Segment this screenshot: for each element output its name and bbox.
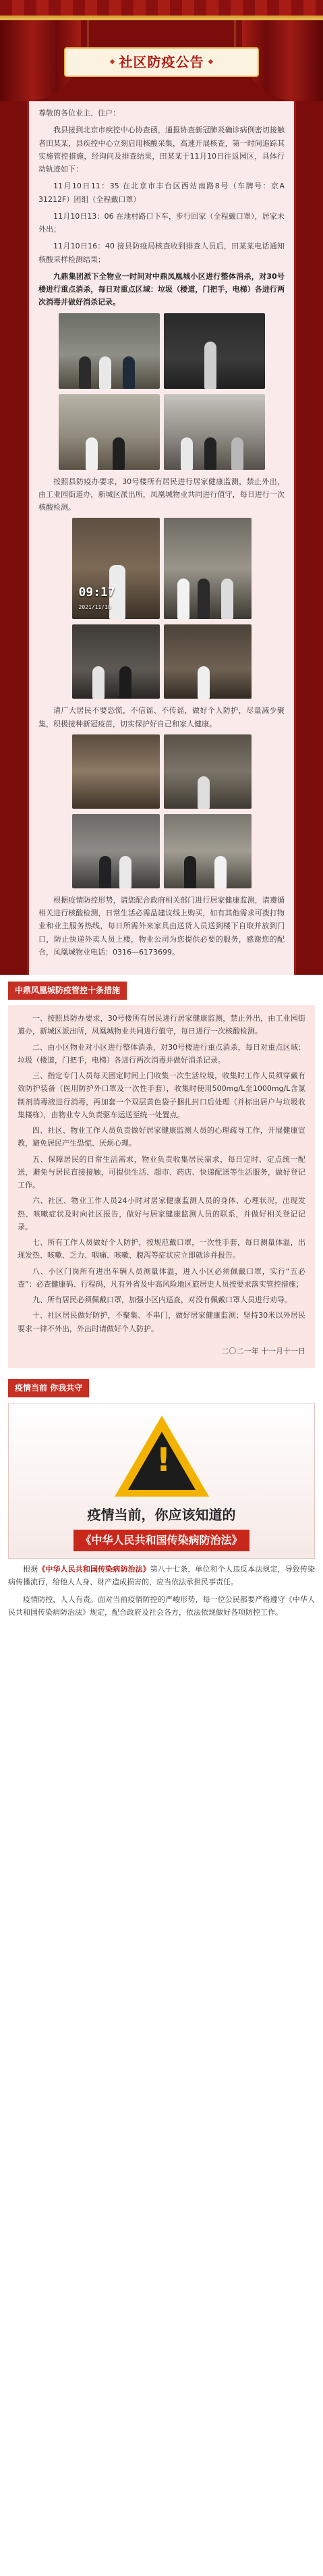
section-title: 疫情当前 你我共守 [8, 1379, 89, 1397]
diamond-icon: ◆ [109, 58, 115, 66]
notice-paragraph: 根据疫情防控形势，请您配合政府相关部门进行居家健康监测，请遵循相关进行核酸检测，日常生活必需品建议线上购买，如有其他需求可拨打物业和业主服务热线，每日所需外来家具由送货人员送到楼下自取并放到门口，防止快递外卖人员上楼，物业公司为您提供必要的服务，感谢您的配合，凤凰城物业电话：0316—6173699。 [38, 895, 285, 957]
photo-row [38, 394, 285, 470]
notice-paragraph: 我县接到北京市疾控中心协查函，通报协查新冠肺炎确诊病例密切接触者田某某，县疾控中心立刻启用核酸采集，高速开展核查，第一时间追踪其实施管控措施，经询问及排查结果，田某某于11月10日往返园区，具体行动轨迹如下： [38, 126, 285, 173]
notice-paragraph-highlight: 九鼎集团派下全物业一时间对中鼎凤凰城小区进行整体消杀，对30号楼进行重点消杀，每日对重点区域：垃圾（楼道，门把手，电梯）各进行两次消毒并做好消杀记录。 [38, 271, 285, 307]
measures-list [8, 1005, 315, 1368]
law-banner-headline: 疫情当前，你应该知道的 [87, 1507, 236, 1523]
disinfection-photo [164, 814, 252, 888]
measure-item: 六、社区、物业工作人员24小时对居家健康监测人员的身体、心理状况，出现发热、咳嗽症状及时向社区报告，做好与居家健康监测人员的联系，并做好相关登记记录。 [18, 1196, 305, 1231]
disinfection-photo [164, 624, 252, 699]
photo-row [38, 624, 285, 699]
measure-item: 九、所有居民必须佩戴口罩，加强小区内巡查，对没有佩戴口罩人员进行劝导。 [32, 1295, 292, 1304]
curtain-pole [0, 18, 323, 20]
disinfection-photo [72, 814, 160, 888]
disinfection-photo [164, 518, 252, 619]
notice-date: 二〇二一年 十一月十一日 [221, 1346, 305, 1356]
photo-row [38, 518, 285, 619]
law-name: 《中华人民共和国传染病防治法》 [38, 1565, 150, 1574]
notice-paragraph: 请广大居民不要恐慌，不信谣、不传谣，做好个人防护，尽量减少聚集，积极接种新冠疫苗，切实保护好自己和家人健康。 [38, 706, 285, 728]
notice-paragraph: 按照县防疫办要求，30号楼所有居民进行居家健康监测，禁止外出，由工业园街道办，新城区派出所，凤凰城物业共同进行值守，每日进行一次核酸检测。 [38, 477, 285, 512]
curtain-valance [0, 0, 323, 18]
diamond-icon: ◆ [208, 58, 214, 66]
warning-icon: ! [115, 1416, 209, 1497]
notice-paragraph: 11月10日11：35 在北京市丰台区西站南路8号（车牌号：京A 31212F）团组（全程戴口罩） [38, 182, 285, 204]
notice-paragraph: 11月10日16：40 接县防疫局核查收到排查人员后，田某某电话通知核酸采样检测结果； [38, 242, 285, 264]
measure-item: 一、按照县防办要求，30号楼所有居民进行居家健康监测，禁止外出，由工业园街道办，新城区派出所，凤凰城物业共同进行值守，每日进行一次核酸检测。 [18, 1014, 305, 1036]
photo-row [38, 814, 285, 888]
section-title: 中鼎凤凰城防疫管控十条措施 [8, 982, 127, 1000]
disinfection-photo [164, 734, 252, 809]
measure-item: 二、由小区物业对小区进行整体消杀，对30号楼进行重点消杀，每日对重点区域：垃圾（楼道，门把手，电梯）各进行两次消毒并做好消杀记录。 [18, 1042, 305, 1065]
disinfection-photo [164, 394, 265, 470]
law-paragraph: 根据《中华人民共和国传染病防治法》第八十七条，单位和个人违反本法规定，导致传染病传播流行，给他人人身、财产造成损害的，应当依法承担民事责任。 [8, 1565, 316, 1587]
law-banner [8, 1403, 315, 1559]
greeting: 尊敬的各位业主、住户： [38, 109, 120, 117]
disinfection-photo [164, 313, 265, 389]
notice-frame [0, 101, 323, 975]
law-banner-law-name: 《中华人民共和国传染病防治法》 [74, 1530, 249, 1551]
notice-paragraph: 11月10日13：06 在地村路口下车，步行回家（全程戴口罩），居家未外出； [38, 211, 285, 234]
law-section [0, 1372, 323, 1632]
law-paragraph: 疫情防控，人人有责。面对当前疫情防控的严峻形势，每一位公民都要严格遵守《中华人民共和国传染病防治法》规定，配合政府及社会各方，依法依规做好各项防控工作。 [8, 1594, 315, 1617]
photo-row [38, 313, 285, 389]
disinfection-video-frame [72, 518, 160, 619]
title-plaque [64, 47, 259, 77]
page-title: 社区防疫公告 [119, 53, 204, 70]
measure-item: 七、所有工作人员做好个人防护，按规范戴口罩，一次性手套，每日测量体温，出现发热、咳嗽、乏力、咽痛、咳嗽、腹泻等症状应立即就诊并报告。 [18, 1238, 305, 1260]
notice-body [27, 101, 296, 975]
disinfection-photo [72, 624, 160, 699]
law-text [8, 1563, 315, 1619]
disinfection-photo [59, 313, 160, 389]
measure-item: 三、指定专门人员每天固定时间上门收集一次生活垃圾，收集时工作人员须穿戴有效防护装备（医用防护外口罩及一次性手套），收集时使用500mg/L至1000mg/L含氯制剂消毒液进行消毒，再加套一个双层黄色袋子捆扎封口后处理（并标出居户与垃圾收集楼栋），由物业专人负责驱车运送至统一处置点。 [18, 1071, 305, 1119]
measures-section [0, 975, 323, 1372]
notice-banner [0, 0, 323, 101]
measure-item: 十、社区居民做好防护，不聚集、不串门，做好居家健康监测；坚持30米以外居民要求一律不外出，外出时请做好个人防护。 [18, 1311, 305, 1333]
measure-item: 五、保障居民的日常生活需求，物业负责收集居民需求，每日定时、定点统一配送，避免与居民直接接触，可提供生活、超市、药店、快递配送等生活服务，做好登记工作。 [18, 1154, 305, 1189]
disinfection-photo [72, 734, 160, 809]
video-timestamp: 09:17 2021/11/10 [78, 585, 115, 611]
disinfection-photo [59, 394, 160, 470]
measure-item: 四、社区、物业工作人员负责做好居家健康监测人员的心理疏导工作，开展健康宣教，避免居民产生恐慌、厌烦心理。 [18, 1126, 305, 1148]
photo-row [38, 734, 285, 809]
measure-item: 八、小区门岗所有进出车辆人员测量体温，进入小区必须佩戴口罩，实行“五必查”：必查健康码、行程码，凡有外省及中高风险地区旅居史人员按要求落实管控措施； [18, 1266, 305, 1289]
